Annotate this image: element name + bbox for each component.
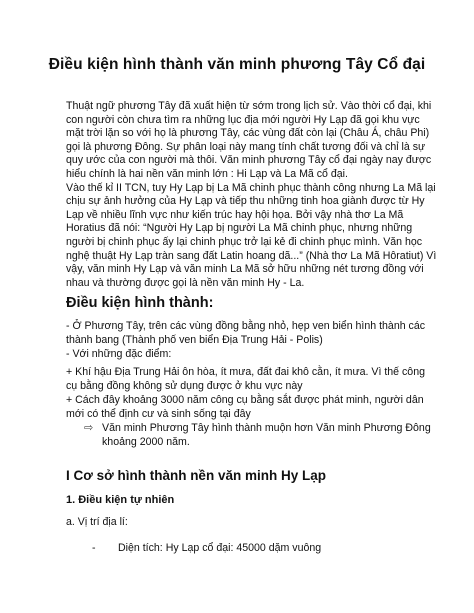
intro-paragraph (66, 100, 438, 290)
second-paragraph: Vào thế kỉ II TCN, tuy Hy Lạp bị La Mã chinh phục thành công nhưng La Mã lại chịu sự ảnh hưởng của Hy Lạp và tiếp thu những tinh hoa giành được từ Hy Lạp về nhiều lĩnh vực như kiến trúc hay hội họa. Bởi vậy nhà thơ La Mã Horatius đã nói: “Người Hy Lạp bị người La Mã chinh phục, nhưng những người bị chinh phục ấy lại chinh phục trở lại kẻ đi chinh phục mình. Văn học nghệ thuật Hy Lạp tràn sang đất Latin hoang dã...” (Nhà thơ La Mã Hôratiut) Vì vậy, văn minh Hy Lạp và văn minh La Mã sở hữu những nét tương đồng với nhau và thường được gọi là nền văn minh Hy - La. (66, 181, 437, 289)
subheading-natural-conditions: 1. Điều kiện tự nhiên (66, 494, 175, 506)
point-4: + Cách đây khoảng 3000 năm công cụ bằng sắt được phát minh, người dân mới có thể định cư và sinh sống tại đây (66, 394, 424, 420)
conclusion-text: Văn minh Phương Tây hình thành muộn hơn Văn minh Phương Đông khoảng 2000 năm. (102, 422, 431, 448)
right-arrow-icon: ⇨ (84, 422, 94, 434)
section-heading: Điều kiện hình thành: (66, 295, 214, 311)
bullet-area (92, 542, 321, 554)
point-1: - Ở Phương Tây, trên các vùng đồng bằng nhỏ, hẹp ven biển hình thành các thành bang (Thành phố ven biển Địa Trung Hải - Polis) (66, 320, 426, 346)
conclusion-row (84, 422, 444, 449)
intro-text: Thuật ngữ phương Tây đã xuất hiện từ sớm trong lịch sử. Vào thời cổ đại, khi con người còn chưa tìm ra những lục địa mới người Hy Lạp đã gọi khu vực mặt trời lặn so với họ là phương Tây, các vùng đất còn lại (Châu Á, châu Phi) gọi là phương Đông. Sự phân loại này mang tính chất tương đối và chỉ là sự quy ước của con người mà thôi. Văn minh phương Tây cổ đại ngày nay được hiểu chính là hai nền văn minh lớn : Hi Lạp và La Mã cổ đại. (66, 100, 432, 180)
sub-item-location: a. Vị trí địa lí: (66, 516, 128, 528)
part-heading: I Cơ sở hình thành nền văn minh Hy Lạp (66, 468, 326, 483)
point-2: - Với những đặc điểm: (66, 348, 172, 360)
point-3: + Khí hậu Địa Trung Hải ôn hòa, ít mưa, đất đai khô cằn, ít mưa. Vì thế công cụ bằng đồng không sử dụng được ở khu vực này (66, 366, 425, 392)
bullet-dash: - (92, 542, 96, 554)
document-title: Điều kiện hình thành văn minh phương Tây Cổ đại (48, 56, 426, 73)
bullet-area-text: Diện tích: Hy Lạp cổ đại: 45000 dặm vuông (118, 542, 322, 554)
